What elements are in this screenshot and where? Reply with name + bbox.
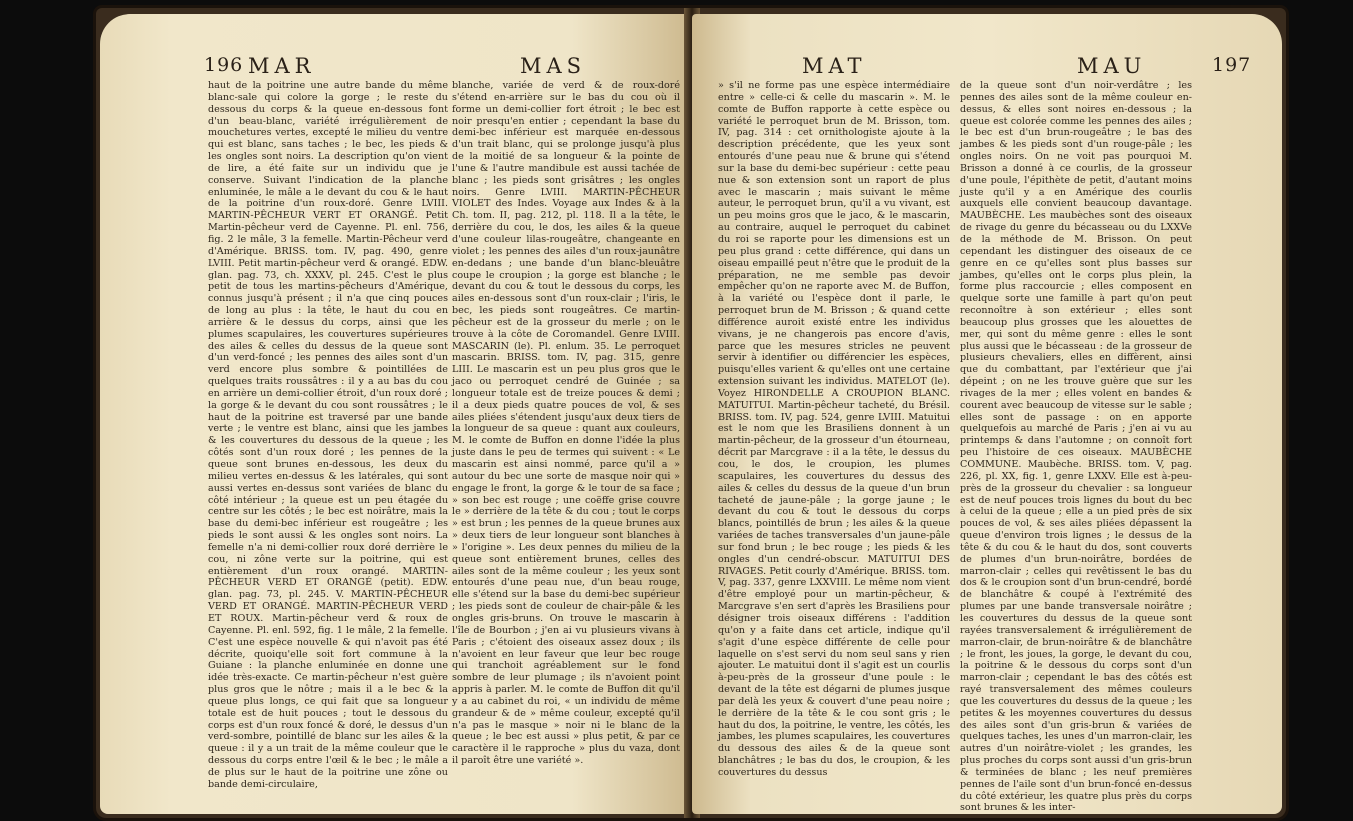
right-page-column-2: [960, 80, 1192, 814]
left-page: [100, 14, 690, 814]
right-page: [692, 14, 1282, 814]
left-page-column-2: [452, 80, 680, 800]
left-col2-text: blanche, variée de verd & de roux-doré s'étend en-arrière sur le bas du cou où il forme un demi-collier fort étroit ; le bec est noir presqu'en entier ; cependant la base du demi-bec inférieur est marquée en-dessous d'un trait blanc, qui se prolonge jusqu'à plus de la moitié de sa longueur & la pointe de l'une & l'autre mandibule est aussi tachée de blanc ; les pieds sont grisâtres ; les ongles noirs. Genre LVIII. MARTIN-PÊCHEUR VIOLET des Indes. Voyage aux Indes & à la Ch. tom. II, pag. 212, pl. 118. Il a la tête, le derrière du cou, le dos, les ailes & la queue d'une couleur lilas-rougeâtre, changeante en violet ; les pennes des ailes d'un roux-jaunâtre en-dedans ; une bande d'un blanc-bleuâtre coupe le croupion ; la gorge est blanche ; le devant du cou & tout le dessous du corps, les ailes en-dessous sont d'un roux-clair ; l'iris, le bec, les pieds sont rougeâtres. Ce martin-pêcheur est de la grosseur du merle ; on le trouve à la côte de Coromandel. Genre LVIII. MASCARIN (le). Pl. enlum. 35. Le perroquet mascarin. BRISS. tom. IV, pag. 315, genre LIII. Le mascarin est un peu plus gros que le jaco ou perroquet cendré de Guinée ; sa longueur totale est de treize pouces & demi ; il a deux pieds quatre pouces de vol, & ses ailes pliées s'étendent jusqu'aux deux tiers de la longueur de sa queue : quant aux couleurs, M. le comte de Buffon en donne l'idée la plus juste dans le peu de termes qui suivent : « Le mascarin est ainsi nommé, parce qu'il a » autour du bec une sorte de masque noir qui » engage le front, la gorge & le tour de sa face ; » son bec est rouge ; une coëffe grise couvre le » derrière de la tête & du cou ; tout le corps » est brun ; les pennes de la queue brunes aux » deux tiers de leur longueur sont blanches à » l'origine ». Les deux pennes du milieu de la queue sont entièrement brunes, celles des ailes sont de la même couleur ; les yeux sont entourés d'une peau nue, d'un beau rouge, elle s'étend sur la base du demi-bec supérieur ; les pieds sont de couleur de chair-pâle & les ongles gris-bruns. On trouve le mascarin à l'île de Bourbon ; j'en ai vu plusieurs vivans à Paris ; c'étoient des oiseaux assez doux ; ils n'avoient en leur faveur que leur bec rouge qui tranchoit agréablement sur le fond sombre de leur plumage ; ils n'avoient point appris à parler. M. le comte de Buffon dit qu'il y a au cabinet du roi, « un individu de même grandeur & de » même couleur, excepté qu'il n'a pas le masque » noir ni le blanc de la queue ; le bec est aussi » plus petit, & par ce caractère il le rapproche » plus du vaza, dont il paroît être une variété ».: [452, 80, 680, 767]
left-running-head-right: MAS: [520, 54, 587, 78]
left-running-head-left: MAR: [248, 54, 316, 78]
right-running-head-left: MAT: [802, 54, 867, 78]
right-page-column-1: [718, 80, 950, 800]
left-col1-text: haut de la poitrine une autre bande du même blanc-sale qui colore la gorge ; le reste du dessous du corps & la queue en-dessous font d'un beau-blanc, variété irrégulièrement de mouchetures vertes, excepté le milieu du ventre qui est blanc, sans taches ; le bec, les pieds & les ongles sont noirs. La description qu'on vient de lire, a été faite sur un individu que je conserve. Suivant l'indication de la planche enluminée, le mâle a le devant du cou & le haut de la poitrine d'un roux-doré. Genre LVIII. MARTIN-PÊCHEUR VERT ET ORANGÉ. Petit Martin-pêcheur verd de Cayenne. Pl. enl. 756, fig. 2 le mâle, 3 la femelle. Martin-Pêcheur verd d'Amérique. BRISS. tom. IV, pag. 490, genre LVIII. Petit martin-pêcheur verd & orangé. EDW. glan. pag. 73, ch. XXXV, pl. 245. C'est le plus petit de tous les martins-pêcheurs d'Amérique, connus jusqu'à présent ; il n'a que cinq pouces de long au plus : la tête, le haut du cou en arrière & le dessus du corps, ainsi que les plumes scapulaires, les couvertures supérieures des ailes & celles du dessus de la queue sont d'un verd-foncé ; les pennes des ailes sont d'un verd encore plus sombre & pointillées de quelques traits roussâtres : il y a au bas du cou en arrière un demi-collier étroit, d'un roux doré ; la gorge & le devant du cou sont roussâtres ; le haut de la poitrine est traversé par une bande verte ; le ventre est blanc, ainsi que les jambes & les couvertures du dessous de la queue ; les côtés sont d'un roux doré ; les pennes de la queue sont brunes en-dessous, les deux du milieu vertes en-dessus & les latérales, qui sont aussi vertes en-dessus sont variées de blanc du côté intérieur ; la queue est un peu étagée du centre sur les côtés ; le bec est noirâtre, mais la base du demi-bec inférieur est rougeâtre ; les pieds le sont aussi & les ongles sont noirs. La femelle n'a ni demi-collier roux doré derrière le cou, ni zône verte sur la poitrine, qui est entièrement d'un roux orangé. MARTIN-PÊCHEUR VERD ET ORANGÉ (petit). EDW. glan. pag. 73, pl. 245. V. MARTIN-PÊCHEUR VERD ET ORANGÉ. MARTIN-PÊCHEUR VERD ET ROUX. Martin-pêcheur verd & roux de Cayenne. Pl. enl. 592, fig. 1 le mâle, 2 la femelle. C'est une espèce nouvelle & qui n'avoit pas été décrite, quoiqu'elle soit fort commune à la Guiane : la planche enluminée en donne une idée très-exacte. Ce martin-pêcheur n'est guère plus gros que le nôtre ; mais il a le bec & la queue plus longs, ce qui fait que sa longueur totale est de huit pouces ; tout le dessous du corps est d'un roux foncé & doré, le dessus d'un verd-sombre, pointillé de blanc sur les ailes & la queue : il y a un trait de la même couleur que le dessous du corps entre l'œil & le bec ; le mâle a de plus sur le haut de la poitrine une zône ou bande demi-circulaire,: [208, 80, 448, 790]
left-page-column-1: [208, 80, 448, 800]
open-book: [96, 8, 1286, 818]
right-col2-text: de la queue sont d'un noir-verdâtre ; les pennes des ailes sont de la même couleur en-dessus, & elles sont noires en-dessous ; la queue est colorée comme les pennes des ailes ; le bec est d'un brun-rougeâtre ; le bas des jambes & les pieds sont d'un rouge-pâle ; les ongles noirs. On ne voit pas pourquoi M. Brisson a donné à ce courlis, de la grosseur d'une poule, l'épithète de petit, d'autant moins juste qu'il y a en Amérique des courlis auxquels elle convient beaucoup davantage. MAUBÈCHE. Les maubèches sont des oiseaux de rivage du genre du bécasseau ou du LXXVe de la méthode de M. Brisson. On peut cependant les distinguer des oiseaux de ce genre en ce qu'elles sont plus basses sur jambes, qu'elles ont le corps plus plein, la forme plus raccourcie ; elles composent en quelque sorte une famille à part qu'on peut reconnoître à son extérieur ; elles sont beaucoup plus grosses que les alouettes de mer, qui sont du même genre : elles le sont plus aussi que le bécasseau : de la grosseur de plusieurs chevaliers, elles en diffèrent, ainsi que du combattant, par l'extérieur que j'ai dépeint ; on ne les trouve guère que sur les rivages de la mer ; elles volent en bandes & courent avec beaucoup de vitesse sur le sable ; elles sont de passage : on en apporte quelquefois au marché de Paris ; j'en ai vu au printemps & dans l'automne ; on connoît fort peu l'histoire de ces oiseaux. MAUBÈCHE COMMUNE. Maubèche. BRISS. tom. V, pag. 226, pl. XX, fig. 1, genre LXXV. Elle est à-peu-près de la grosseur du chevalier : sa longueur est de neuf pouces trois lignes du bout du bec à celui de la queue ; elle a un pied près de six pouces de vol, & ses ailes pliées dépassent la queue d'environ trois lignes ; le dessus de la tête & du cou & le haut du dos, sont couverts de plumes d'un brun-noirâtre, bordées de marron-clair ; celles qui revêtissent le bas du dos & le croupion sont d'un brun-cendré, bordé de blanchâtre & coupé à l'extrémité des plumes par une bande transversale noirâtre ; les couvertures du dessus de la queue sont rayées transversalement & irrégulièrement de marron-clair, de brun-noirâtre & de blanchâtre ; le front, les joues, la gorge, le devant du cou, la poitrine & le dessous du corps sont d'un marron-clair ; cependant le bas des côtés est rayé transversalement des mêmes couleurs que les couvertures du dessus de la queue ; les petites & les moyennes couvertures du dessus des ailes sont d'un gris-brun & variées de quelques taches, les unes d'un marron-clair, les autres d'un noirâtre-violet ; les grandes, les plus proches du corps sont aussi d'un gris-brun & terminées de blanc ; les neuf premières pennes de l'aile sont d'un brun-foncé en-dessus du côté extérieur, les quatre plus près du corps sont brunes & les inter-: [960, 80, 1192, 814]
right-col1-text: » s'il ne forme pas une espèce intermédiaire entre » celle-ci & celle du mascarin ». M. le comte de Buffon rapporte à cette espèce ou variété le perroquet brun de M. Brisson, tom. IV, pag. 314 : cet ornithologiste ajoute à la description précédente, que les yeux sont entourés d'une peau nue & brune qui s'étend sur la base du demi-bec supérieur : cette peau nue & son extension sont un raport de plus avec le mascarin ; mais suivant le même auteur, le perroquet brun, qu'il a vu vivant, est un peu moins gros que le jaco, & le mascarin, au contraire, auquel le perroquet du cabinet du roi se raporte pour les dimensions est un peu plus grand : cette différence, qui dans un oiseau empaillé peut n'être que le produit de la préparation, ne me semble pas devoir empêcher qu'on ne raporte avec M. de Buffon, à la variété ou l'espèce dont il parle, le perroquet brun de M. Brisson ; & quand cette différence auroit existé entre les individus vivans, je ne changerois pas encore d'avis, parce que les mesures stricles ne peuvent servir à identifier ou différencier les espèces, puisqu'elles varient & qu'elles ont une certaine extension suivant les individus. MATELOT (le). Voyez HIRONDELLE A CROUPION BLANC. MATUITUI. Martin-pêcheur tacheté, du Brésil. BRISS. tom. IV, pag. 524, genre LVIII. Matuitui est le nom que les Brasiliens donnent à un martin-pêcheur, de la grosseur d'un étourneau, décrit par Marcgrave : il a la tête, le dessus du cou, le dos, le croupion, les plumes scapulaires, les couvertures du dessus des ailes & celles du dessus de la queue d'un brun tacheté de jaune-pâle ; la gorge jaune ; le devant du cou & tout le dessous du corps blancs, pointillés de brun ; les ailes & la queue variées de taches transversales d'un jaune-pâle sur fond brun ; le bec rouge ; les pieds & les ongles d'un cendré-obscur. MATUITUI DES RIVAGES. Petit courly d'Amérique. BRISS. tom. V, pag. 337, genre LXXVIII. Le même nom vient d'être employé pour un martin-pêcheur, & Marcgrave s'en sert d'après les Brasiliens pour désigner trois oiseaux différens : l'addition qu'on y a faite dans cet article, indique qu'il s'agit d'une espèce différente de celle pour laquelle on s'est servi du nom seul sans y rien ajouter. Le matuitui dont il s'agit est un courlis à-peu-près de la grosseur d'une poule : le devant de la tête est dégarni de plumes jusque par delà les yeux & couvert d'une peau noire ; le derrière de la tête & le cou sont gris ; le haut du dos, la poitrine, le ventre, les côtés, les jambes, les plumes scapulaires, les couvertures du dessous des ailes & de la queue sont blanchâtres ; le bas du dos, le croupion, & les couvertures du dessus: [718, 80, 950, 778]
left-page-number: 196: [204, 54, 244, 76]
right-page-number: 197: [1212, 54, 1252, 76]
right-running-head-right: MAU: [1077, 54, 1147, 78]
